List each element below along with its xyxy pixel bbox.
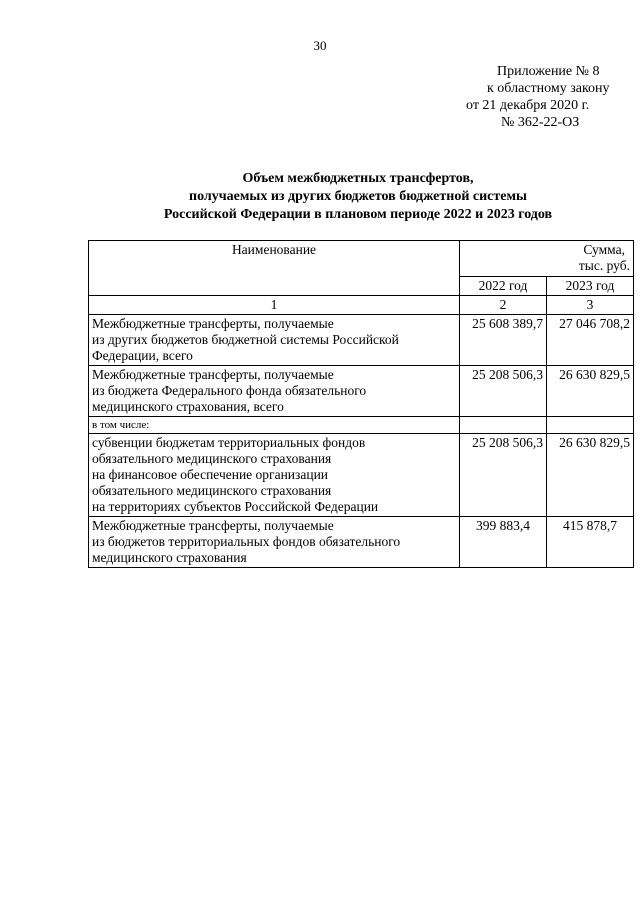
appendix-header — [440, 63, 630, 131]
table-row — [89, 315, 634, 366]
row-value-2023 — [547, 417, 634, 434]
row-value-2022: 25 208 506,3 — [460, 434, 547, 517]
appendix-date: от 21 декабря 2020 г. — [466, 98, 590, 113]
row-name: субвенции бюджетам территориальных фондов обязательного медицинского страхования на финансовое обеспечение организации обязательного медицинского страхования на территориях субъектов Российской Федерации — [89, 434, 460, 517]
appendix-law-number: № 362-22-ОЗ — [501, 115, 580, 130]
table-row-including — [89, 417, 634, 434]
page-number: 30 — [313, 38, 327, 53]
table-row — [89, 366, 634, 417]
document-title — [0, 170, 640, 224]
title-line-2: получаемых из других бюджетов бюджетной системы — [189, 189, 527, 204]
column-number-3: 3 — [547, 296, 634, 315]
row-value-2022: 25 608 389,7 — [460, 315, 547, 366]
table-header-row — [89, 241, 634, 277]
column-number-2: 2 — [460, 296, 547, 315]
row-name: Межбюджетные трансферты, получаемые из других бюджетов бюджетной системы Российской Федерации, всего — [89, 315, 460, 366]
row-value-2022: 399 883,4 — [460, 517, 547, 568]
header-year-2022: 2022 год — [460, 276, 547, 295]
table-row — [89, 517, 634, 568]
appendix-law-ref: к областному закону — [487, 81, 610, 96]
table-row — [89, 434, 634, 517]
row-value-2023: 26 630 829,5 — [547, 434, 634, 517]
row-value-2023: 415 878,7 — [547, 517, 634, 568]
transfers-table — [88, 240, 634, 568]
header-sum — [460, 241, 634, 277]
row-name: в том числе: — [89, 417, 460, 434]
table-column-numbers — [89, 296, 634, 315]
header-sum-label: Сумма, — [583, 242, 625, 257]
row-value-2023: 26 630 829,5 — [547, 366, 634, 417]
title-line-1: Объем межбюджетных трансфертов, — [242, 171, 474, 186]
appendix-number: Приложение № 8 — [497, 64, 600, 79]
header-year-2023: 2023 год — [547, 276, 634, 295]
title-line-3: Российской Федерации в плановом периоде 2022 и 2023 годов — [163, 207, 553, 222]
row-value-2022: 25 208 506,3 — [460, 366, 547, 417]
row-name: Межбюджетные трансферты, получаемые из бюджета Федерального фонда обязательного медицинского страхования, всего — [89, 366, 460, 417]
header-name: Наименование — [89, 241, 460, 296]
row-value-2023: 27 046 708,2 — [547, 315, 634, 366]
column-number-1: 1 — [89, 296, 460, 315]
header-sum-units: тыс. руб. — [578, 258, 630, 273]
row-name: Межбюджетные трансферты, получаемые из бюджетов территориальных фондов обязательного медицинского страхования — [89, 517, 460, 568]
row-value-2022 — [460, 417, 547, 434]
